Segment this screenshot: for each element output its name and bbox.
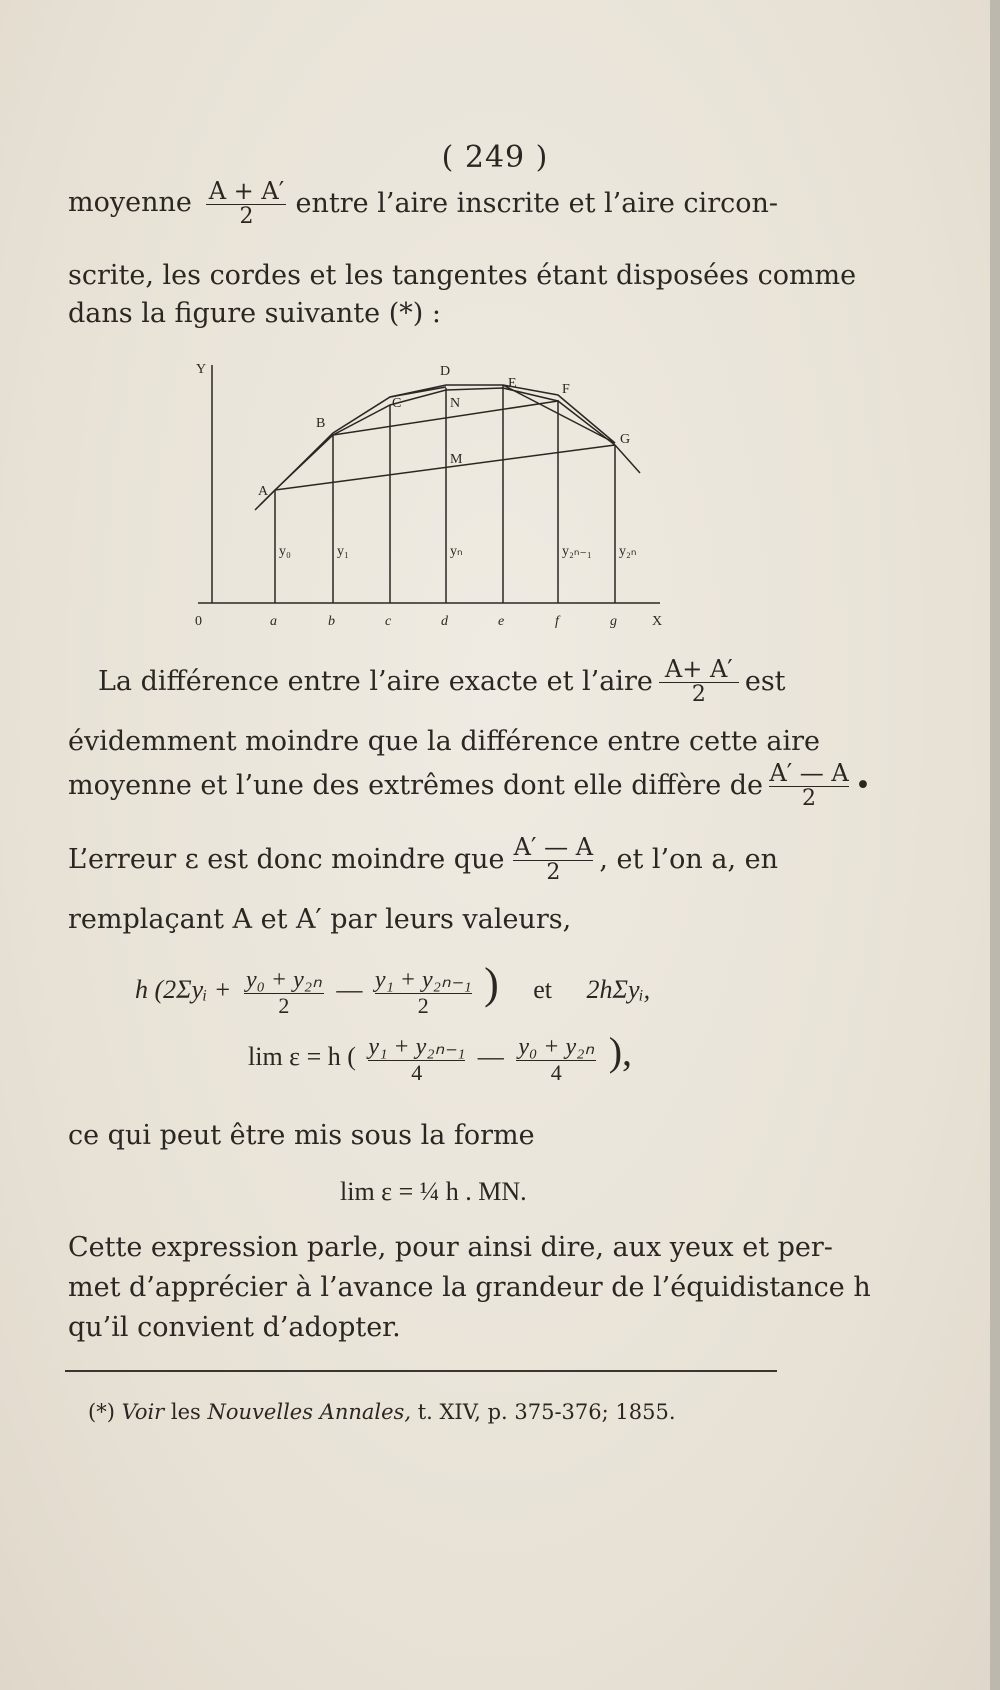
fraction-denominator: 4 xyxy=(411,1059,423,1085)
formula2-frac2 xyxy=(516,1034,596,1085)
para2-end3: • xyxy=(855,770,871,801)
page-edge xyxy=(990,0,1000,1690)
abscissa-c: c xyxy=(385,614,392,629)
fraction-denominator: 2 xyxy=(417,992,429,1018)
para5-line3: qu’il convient d’adopter. xyxy=(68,1312,401,1343)
point-e-label: E xyxy=(508,376,517,391)
para2-end1: est xyxy=(744,666,786,697)
formula-sum xyxy=(135,958,650,1018)
point-c-label: C xyxy=(392,396,402,411)
formula1-close: ) xyxy=(484,959,499,1008)
label-y2n-1: y₂ₙ₋₁ xyxy=(562,544,592,559)
abscissa-g: g xyxy=(610,614,617,629)
para2-text1: La différence entre l’aire exacte et l’aire xyxy=(98,666,653,697)
abscissa-e: e xyxy=(498,614,505,629)
para4-line1: ce qui peut être mis sous la forme xyxy=(68,1120,535,1151)
point-f-label: F xyxy=(562,382,570,397)
para2-line3 xyxy=(68,759,871,811)
para1-line3: dans la figure suivante (*) : xyxy=(68,298,441,329)
formula2-frac1 xyxy=(368,1034,465,1085)
para5-line2: met d’apprécier à l’avance la grandeur de l’équidistance h xyxy=(68,1272,871,1303)
para2-text3: moyenne et l’une des extrêmes dont elle diffère de xyxy=(68,770,764,801)
fraction-denominator: 2 xyxy=(802,786,817,811)
trapezoid-area-figure xyxy=(0,355,990,655)
fraction-numerator: y₀ + y₂ₙ xyxy=(245,966,322,993)
axis-y-label: Y xyxy=(196,362,207,377)
fraction-denominator: 4 xyxy=(550,1059,562,1085)
formula1-minus: — xyxy=(336,975,363,1004)
formula-limit xyxy=(248,1028,632,1085)
para3-fraction xyxy=(513,834,593,885)
abscissa-b: b xyxy=(328,614,335,629)
fraction-numerator: A′ — A xyxy=(513,833,594,861)
chord-a-g xyxy=(275,445,615,490)
point-a-label: A xyxy=(258,484,269,499)
para3-text1: L’erreur ε est donc moindre que xyxy=(68,844,505,875)
label-y0: y₀ xyxy=(279,544,291,559)
para1-fraction xyxy=(206,178,286,229)
para1-rest: entre l’aire inscrite et l’aire circon- xyxy=(295,188,778,219)
formula2-close: ), xyxy=(608,1029,633,1074)
footnote-voir: Voir xyxy=(121,1400,165,1424)
para1-line1 xyxy=(68,178,778,229)
para5-line1: Cette expression parle, pour ainsi dire, aux yeux et per- xyxy=(68,1232,833,1263)
fraction-denominator: 2 xyxy=(239,204,254,229)
fraction-numerator: A + A′ xyxy=(208,177,285,205)
point-b-label: B xyxy=(316,416,326,431)
abscissa-a: a xyxy=(270,614,277,629)
para3-end1: , et l’on a, en xyxy=(599,844,778,875)
footnote-les: les xyxy=(170,1400,201,1424)
fraction-numerator: y₀ + y₂ₙ xyxy=(518,1033,595,1060)
footnote-ref: t. XIV, p. 375-376; 1855. xyxy=(417,1400,676,1424)
point-g-label: G xyxy=(620,432,631,447)
formula1-frac1 xyxy=(244,967,324,1018)
formula1-frac2 xyxy=(375,967,472,1018)
abscissa-f: f xyxy=(555,614,559,629)
label-y1: y₁ xyxy=(337,544,349,559)
fraction-denominator: 2 xyxy=(691,682,706,707)
page-number: ( 249 ) xyxy=(441,140,549,175)
para1-word: moyenne xyxy=(68,187,192,218)
point-n-label: N xyxy=(450,396,461,411)
point-d-label: D xyxy=(440,364,451,379)
para1-line2: scrite, les cordes et les tangentes étant disposées comme xyxy=(68,260,857,291)
fraction-numerator: A+ A′ xyxy=(664,655,733,683)
formula-mn: lim ε = ¼ h . MN. xyxy=(340,1177,527,1206)
label-y2n: y₂ₙ xyxy=(619,544,637,559)
footnote-marker: (*) xyxy=(88,1400,115,1424)
para3-line1 xyxy=(68,834,778,885)
fraction-denominator: 2 xyxy=(278,992,290,1018)
footnote-rule xyxy=(65,1370,777,1372)
formula1-right: 2hΣyᵢ, xyxy=(586,975,651,1004)
para3-line2: remplaçant A et A′ par leurs valeurs, xyxy=(68,904,572,935)
axis-x-label: X xyxy=(652,614,663,629)
abscissa-d: d xyxy=(441,614,448,629)
point-m-label: M xyxy=(450,452,463,467)
para2-line1 xyxy=(68,655,786,707)
formula1-lead: h (2Σyᵢ + xyxy=(135,975,232,1004)
footnote xyxy=(88,1400,676,1424)
formula2-minus: — xyxy=(477,1042,504,1071)
origin-label: 0 xyxy=(195,614,202,629)
fraction-denominator: 2 xyxy=(546,860,561,885)
fraction-numerator: y₁ + y₂ₙ₋₁ xyxy=(368,1033,466,1060)
para2-fraction2 xyxy=(769,760,849,811)
label-yn: yₙ xyxy=(450,544,463,559)
fraction-numerator: A′ — A xyxy=(769,759,849,787)
footnote-journal: Nouvelles Annales, xyxy=(207,1400,411,1424)
para2-line2: évidemment moindre que la différence entre cette aire xyxy=(68,726,821,757)
formula2-lead: lim ε = h ( xyxy=(248,1042,356,1071)
formula1-et: et xyxy=(533,975,552,1004)
fraction-numerator: y₁ + y₂ₙ₋₁ xyxy=(374,966,472,993)
para2-fraction1 xyxy=(659,656,739,707)
